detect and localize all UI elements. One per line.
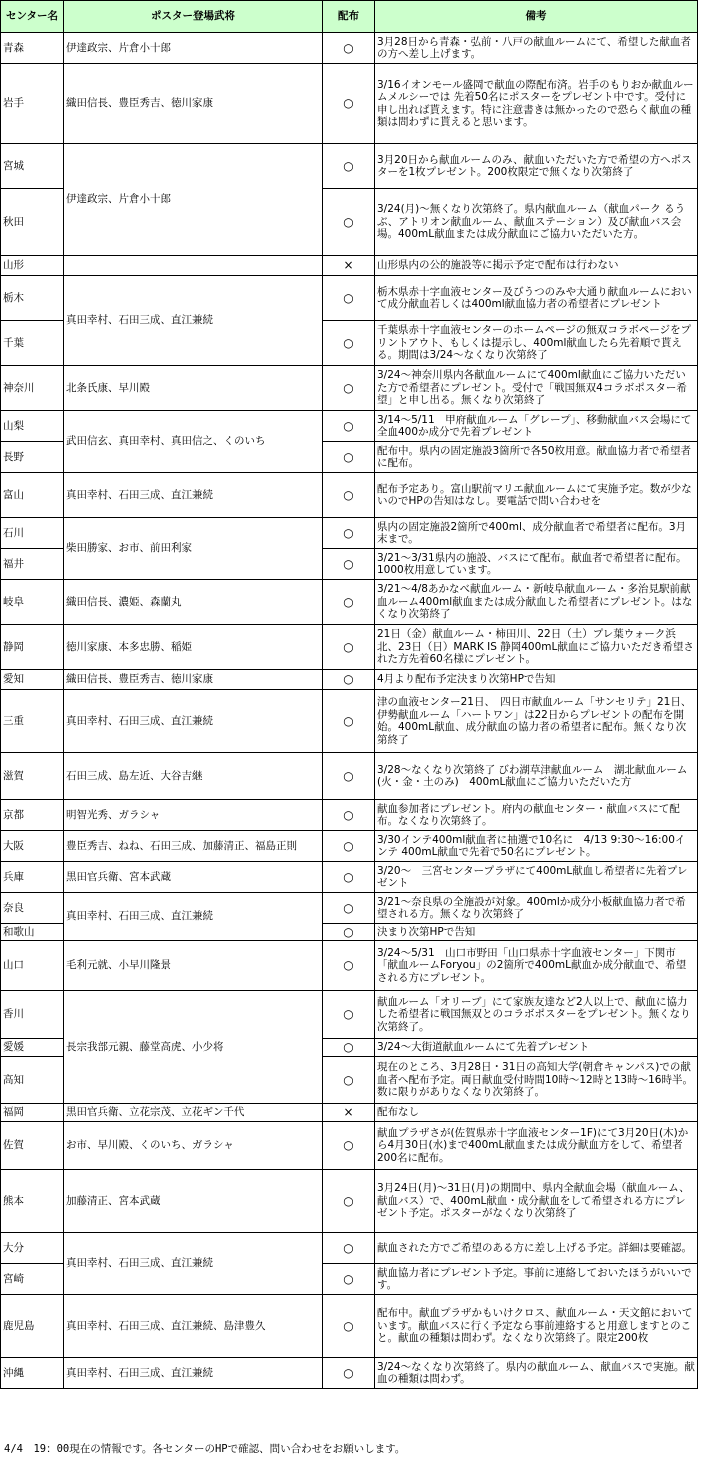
table-row: [1, 753, 698, 800]
center-name: 神奈川: [1, 366, 64, 411]
header-distribution: 配布: [323, 1, 375, 33]
center-name: 福岡: [1, 1104, 64, 1122]
poster-generals: 黒田官兵衛、宮本武蔵: [64, 862, 323, 893]
poster-generals: 柴田勝家、お市、前田利家: [64, 518, 323, 580]
note-text: 配布予定あり。富山駅前マリエ献血ルームにて実施予定。数が少ないのでHPの告知はなし。要電話で問い合わせを: [375, 473, 698, 518]
poster-generals: 真田幸村、石田三成、直江兼続: [64, 276, 323, 366]
center-name: 福井: [1, 549, 64, 580]
note-text: 3月28日から青森・弘前・八戸の献血ルームにて、希望した献血者の方へ差し上げます。: [375, 33, 698, 64]
distribution-mark: ○: [323, 1233, 375, 1264]
header-notes: 備考: [375, 1, 698, 33]
distribution-mark: ○: [323, 144, 375, 189]
table-row: [1, 800, 698, 831]
note-text: 県内の固定施設2箇所で400ml、成分献血者で希望者に配布。3月末まで。: [375, 518, 698, 549]
distribution-mark: ○: [323, 893, 375, 924]
note-text: 津の血液センター21日、 四日市献血ルーム「サンセリテ」21日、伊勢献血ルーム「ハートワン」は22日からプレゼントの配布を開始。400mL献血、成分献血の協力者の希望者に配布。無くなり次第終了: [375, 690, 698, 753]
table-row: [1, 366, 698, 411]
center-name: 奈良: [1, 893, 64, 924]
table-row: [1, 831, 698, 862]
poster-generals: 黒田官兵衛、立花宗茂、立花ギン千代: [64, 1104, 323, 1122]
poster-generals: 真田幸村、石田三成、直江兼続: [64, 690, 323, 753]
distribution-mark: ○: [323, 625, 375, 670]
table-row: [1, 625, 698, 670]
center-name: 宮城: [1, 144, 64, 189]
table-row: [1, 991, 698, 1039]
poster-generals: 織田信長、豊臣秀吉、徳川家康: [64, 64, 323, 144]
note-text: 3/14～5/11 甲府献血ルーム「グレープ」、移動献血バス会場にて全血400か成分で先着プレゼント: [375, 411, 698, 442]
distribution-mark: ○: [323, 580, 375, 625]
poster-generals: お市、早川殿、くのいち、ガラシャ: [64, 1122, 323, 1170]
note-text: 3/24～5/31 山口市野田「山口県赤十字血液センター」下関市「献血ルームForyou」の2箇所で400mL献血か成分献血で、希望される方にプレゼント。: [375, 941, 698, 991]
note-text: 献血プラザさが(佐賀県赤十字血液センター1F)にて3月20日(木)から4月30日(水)まで400mL献血または成分献血方をして、希望者200名に配布。: [375, 1122, 698, 1170]
distribution-mark: ○: [323, 991, 375, 1039]
poster-generals: 加藤清正、宮本武蔵: [64, 1170, 323, 1233]
distribution-mark: ○: [323, 473, 375, 518]
distribution-mark: ○: [323, 33, 375, 64]
note-text: 3/28～なくなり次第終了 びわ湖草津献血ルーム 湖北献血ルーム(火・金・土のみ) 400mL献血にご協力いただいた方: [375, 753, 698, 800]
center-name: 石川: [1, 518, 64, 549]
poster-generals: 武田信玄、真田幸村、真田信之、くのいち: [64, 411, 323, 473]
distribution-mark: ○: [323, 670, 375, 690]
center-name: 山梨: [1, 411, 64, 442]
distribution-mark: ○: [323, 1295, 375, 1358]
table-row: [1, 256, 698, 276]
center-name: 愛媛: [1, 1039, 64, 1057]
note-text: 献血参加者にプレゼント。府内の献血センター・献血バスにて配布。なくなり次第終了。: [375, 800, 698, 831]
footer-note: 4/4 19：00現在の情報です。各センターのHPで確認、問い合わせをお願いします。: [4, 1443, 406, 1455]
distribution-mark: ×: [323, 256, 375, 276]
note-text: 3/20～ 三宮センタープラザにて400mL献血し希望者に先着プレゼント: [375, 862, 698, 893]
note-text: 配布なし: [375, 1104, 698, 1122]
note-text: 現在のところ、3月28日・31日の高知大学(朝倉キャンパス)での献血者へ配布予定。両日献血受付時間10時～12時と13時～16時半。数に限りがありなくなり次第終了。: [375, 1057, 698, 1104]
center-name: 宮崎: [1, 1264, 64, 1295]
distribution-mark: ○: [323, 64, 375, 144]
center-name: 滋賀: [1, 753, 64, 800]
table-row: [1, 690, 698, 753]
distribution-mark: ○: [323, 690, 375, 753]
distribution-mark: ○: [323, 411, 375, 442]
center-name: 高知: [1, 1057, 64, 1104]
distribution-mark: ○: [323, 1039, 375, 1057]
table-row: [1, 1295, 698, 1358]
table-row: [1, 518, 698, 549]
table-row: [1, 33, 698, 64]
note-text: 3/24(月)～無くなり次第終了。県内献血ルーム（献血パーク るうぶ、アトリオン献血ルーム、献血ステーション）及び献血バス会場。400mL献血または成分献血にご協力いただいた方。: [375, 189, 698, 256]
note-text: 千葉県赤十字血液センターのホームページの無双コラボページをプリントアウト、もしくは提示し、400ml献血したら先着順で貰える。期間は3/24～なくなり次第終了: [375, 321, 698, 366]
header-generals: ポスター登場武将: [64, 1, 323, 33]
distribution-mark: ○: [323, 831, 375, 862]
note-text: 3/21～3/31県内の施設、バスにて配布。献血者で希望者に配布。1000枚用意しています。: [375, 549, 698, 580]
center-name: 大阪: [1, 831, 64, 862]
center-name: 岐阜: [1, 580, 64, 625]
poster-generals: 真田幸村、石田三成、直江兼続: [64, 1233, 323, 1295]
center-name: 千葉: [1, 321, 64, 366]
table-row: [1, 1358, 698, 1389]
poster-generals: 真田幸村、石田三成、直江兼続: [64, 473, 323, 518]
note-text: 21日（金）献血ルーム・柿田川、22日（土）プレ葉ウォーク浜北、23日（日）MARK IS 静岡400mL献血にご協力いただき希望された方先着60名様にプレゼント。: [375, 625, 698, 670]
note-text: 献血ルーム「オリーブ」にて家族友達など2人以上で、献血に協力した希望者に戦国無双とのコラボポスターをプレゼント。無くなり次第終了。: [375, 991, 698, 1039]
center-name: 栃木: [1, 276, 64, 321]
note-text: 配布中。県内の固定施設3箇所で各50枚用意。献血協力者で希望者に配布。: [375, 442, 698, 473]
center-name: 和歌山: [1, 924, 64, 941]
distribution-mark: ○: [323, 518, 375, 549]
distribution-mark: ○: [323, 1057, 375, 1104]
note-text: 山形県内の公的施設等に掲示予定で配布は行わない: [375, 256, 698, 276]
poster-generals: 長宗我部元親、藤堂高虎、小少将: [64, 991, 323, 1104]
table-row: [1, 473, 698, 518]
table-row: [1, 862, 698, 893]
distribution-mark: ○: [323, 442, 375, 473]
center-name: 鹿児島: [1, 1295, 64, 1358]
header-center: センター名: [1, 1, 64, 33]
poster-generals: 伊達政宗、片倉小十郎: [64, 33, 323, 64]
note-text: 4月より配布予定決まり次第HPで告知: [375, 670, 698, 690]
center-name: 山形: [1, 256, 64, 276]
poster-generals: 豊臣秀吉、ねね、石田三成、加藤清正、福島正則: [64, 831, 323, 862]
distribution-mark: ○: [323, 941, 375, 991]
note-text: 3/24～大街道献血ルームにて先着プレゼント: [375, 1039, 698, 1057]
center-name: 静岡: [1, 625, 64, 670]
table-row: [1, 580, 698, 625]
center-name: 沖縄: [1, 1358, 64, 1389]
distribution-mark: ○: [323, 1358, 375, 1389]
note-text: 配布中。献血プラザかもいけクロス、献血ルーム・天文館においています。献血バスに行く予定なら事前連絡すると用意しますとのこと。献血の種類は問わず。なくなり次第終了。限定200枚: [375, 1295, 698, 1358]
center-name: 三重: [1, 690, 64, 753]
poster-generals: 石田三成、島左近、大谷吉継: [64, 753, 323, 800]
distribution-mark: ○: [323, 800, 375, 831]
distribution-mark: ○: [323, 862, 375, 893]
note-text: 3月20日から献血ルームのみ、献血いただいた方で希望の方へポスターを1枚プレゼント。200枚限定で無くなり次第終了: [375, 144, 698, 189]
table-row: [1, 893, 698, 924]
center-name: 香川: [1, 991, 64, 1039]
distribution-mark: ○: [323, 1170, 375, 1233]
table-row: [1, 1170, 698, 1233]
distribution-mark: ○: [323, 1122, 375, 1170]
distribution-mark: ○: [323, 924, 375, 941]
center-name: 愛知: [1, 670, 64, 690]
poster-generals: 徳川家康、本多忠勝、稲姫: [64, 625, 323, 670]
note-text: 栃木県赤十字血液センター及びうつのみや大通り献血ルームにおいて成分献血若しくは400ml献血協力者の希望者にプレゼント: [375, 276, 698, 321]
poster-generals: 真田幸村、石田三成、直江兼続: [64, 1358, 323, 1389]
poster-generals: 北条氏康、早川殿: [64, 366, 323, 411]
distribution-mark: ○: [323, 1264, 375, 1295]
distribution-mark: ×: [323, 1104, 375, 1122]
poster-generals: 毛利元就、小早川隆景: [64, 941, 323, 991]
center-name: 大分: [1, 1233, 64, 1264]
table-row: [1, 1122, 698, 1170]
center-name: 京都: [1, 800, 64, 831]
distribution-mark: ○: [323, 366, 375, 411]
distribution-mark: ○: [323, 549, 375, 580]
table-row: [1, 1233, 698, 1264]
table-row: [1, 276, 698, 321]
table-row: [1, 144, 698, 189]
center-name: 兵庫: [1, 862, 64, 893]
distribution-mark: ○: [323, 189, 375, 256]
poster-generals: 真田幸村、石田三成、直江兼続、島津豊久: [64, 1295, 323, 1358]
center-name: 長野: [1, 442, 64, 473]
distribution-mark: ○: [323, 321, 375, 366]
header-row: [1, 1, 698, 33]
table-row: [1, 941, 698, 991]
note-text: 献血された方でご希望のある方に差し上げる予定。詳細は要確認。: [375, 1233, 698, 1264]
center-name: 佐賀: [1, 1122, 64, 1170]
note-text: 3/24～なくなり次第終了。県内の献血ルーム、献血バスで実施。献血の種類は問わず。: [375, 1358, 698, 1389]
center-name: 岩手: [1, 64, 64, 144]
table-row: [1, 64, 698, 144]
center-name: 熊本: [1, 1170, 64, 1233]
center-name: 富山: [1, 473, 64, 518]
poster-generals: 伊達政宗、片倉小十郎: [64, 144, 323, 256]
note-text: 3/21～奈良県の全施設が対象。400mlか成分小板献血協力者で希望される方。無くなり次第終了: [375, 893, 698, 924]
note-text: 3/21～4/8あかなべ献血ルーム・新岐阜献血ルーム・多治見駅前献血ルーム400ml献血または成分献血した希望者にプレゼント。はなくなり次第終了: [375, 580, 698, 625]
center-name: 青森: [1, 33, 64, 64]
note-text: 献血協力者にプレゼント予定。事前に連絡しておいたほうがいいです。: [375, 1264, 698, 1295]
poster-generals: 織田信長、豊臣秀吉、徳川家康: [64, 670, 323, 690]
table-row: [1, 670, 698, 690]
note-text: 3/16イオンモール盛岡で献血の際配布済。岩手のもりおか献血ルームメルシーでは 先着50名にポスターをプレゼント中です。受付に申し出れば貰えます。特に注意書きは無かったので恐らく献血の種類は問わずに貰えると思います。: [375, 64, 698, 144]
note-text: 3月24日(月)～31日(月)の期間中、県内全献血会場（献血ルーム、献血バス）で、400mL献血・成分献血をして希望される方にプレゼント予定。ポスターがなくなり次第終了: [375, 1170, 698, 1233]
poster-generals: 真田幸村、石田三成、直江兼続: [64, 893, 323, 941]
note-text: 決まり次第HPで告知: [375, 924, 698, 941]
center-name: 秋田: [1, 189, 64, 256]
center-name: 山口: [1, 941, 64, 991]
note-text: 3/30インテ400ml献血者に抽選で10名に 4/13 9:30～16:00インテ 400mL献血で先着で50名にプレゼント。: [375, 831, 698, 862]
poster-generals: 織田信長、濃姫、森蘭丸: [64, 580, 323, 625]
table-row: [1, 1104, 698, 1122]
note-text: 3/24～神奈川県内各献血ルームにて400ml献血にご協力いただいた方で希望者にプレゼント。受付で「戦国無双4コラボポスター希望」と申し出る。無くなり次第終了: [375, 366, 698, 411]
poster-generals: [64, 256, 323, 276]
distribution-mark: ○: [323, 276, 375, 321]
poster-generals: 明智光秀、ガラシャ: [64, 800, 323, 831]
table-row: [1, 411, 698, 442]
distribution-mark: ○: [323, 753, 375, 800]
